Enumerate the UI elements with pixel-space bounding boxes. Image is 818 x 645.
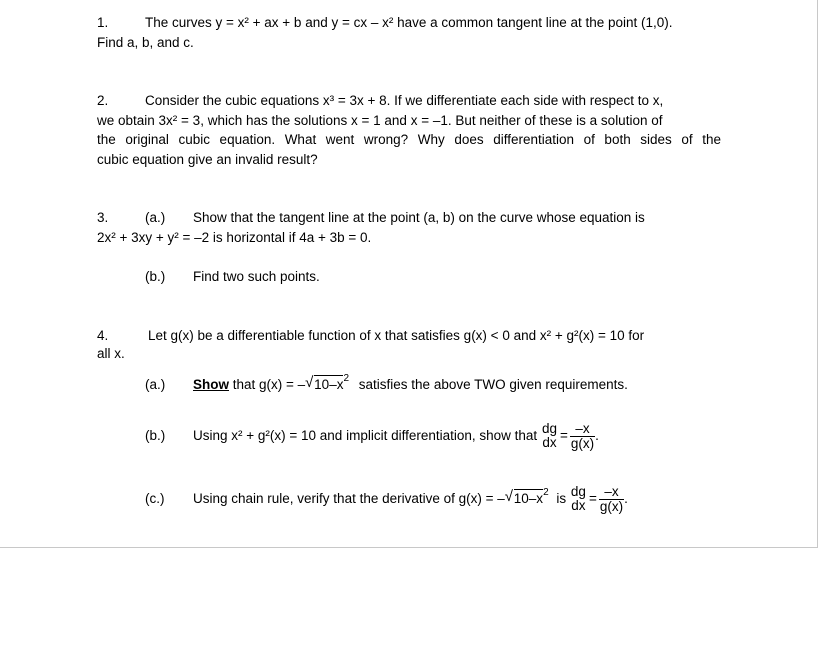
problem-3-b-text: Find two such points. [193,269,320,284]
problem-1-line-2: Find a, b, and c. [97,35,194,50]
problem-4-b-label: (b.) [145,428,166,443]
radical-sign-a: √ [305,374,314,391]
fraction-dg-dx-b [541,422,558,450]
problem-3-a-line-1: Show that the tangent line at the point (a, b) on the curve whose equation is [193,210,645,225]
fraction-minus-x-over-g-c [599,485,624,514]
fraction-numerator: –x [570,422,595,437]
problem-3-a-line-2: 2x² + 3xy + y² = –2 is horizontal if 4a + 3b = 0. [97,230,372,245]
problem-2-line-4: cubic equation give an invalid result? [97,152,318,167]
fraction-denominator: dx [571,498,586,514]
problem-4-b-text: Using x² + g²(x) = 10 and implicit differentiation, show that [193,428,538,443]
problem-4-c-label: (c.) [145,491,165,506]
fraction-denominator: g(x) [570,435,595,451]
fraction-numerator: dg [541,421,557,437]
equals-sign-b: = [559,428,568,444]
show-emphasis: Show [193,377,229,392]
is-word: is [556,491,567,506]
fraction-dg-dx-c [570,485,587,513]
problem-4-c-statement [193,480,628,518]
sqrt-expression-a [305,376,343,394]
problem-2-number: 2. [97,93,109,108]
problem-4-a-statement [193,373,628,394]
problem-4-b-statement [193,418,599,454]
radical-sign-c: √ [504,488,514,505]
problem-2-line-2: we obtain 3x² = 3, which has the solutions x = 1 and x = –1. But neither of these is a solution of [97,113,663,128]
fraction-denominator: g(x) [599,498,624,514]
exponent-c: 2 [543,487,549,498]
radicand-c: 10–x [513,491,544,506]
problem-3-b-label: (b.) [145,269,166,284]
period-b: . [595,428,599,443]
problem-2-line-1: Consider the cubic equations x³ = 3x + 8. If we differentiate each side with respect to x, [145,93,664,108]
equals-sign-c: = [588,491,597,507]
problem-3-a-label: (a.) [145,210,166,225]
problem-1-line-1: The curves y = x² + ax + b and y = cx – x² have a common tangent line at the point (1,0). [145,15,673,30]
fraction-numerator: –x [599,485,624,500]
fraction-numerator: dg [570,484,586,500]
problem-4-number: 4. [97,328,109,343]
radicand-a: 10–x [314,377,344,392]
period-c: . [624,491,628,506]
problem-4-a-post: satisfies the above TWO given requirements. [358,377,628,392]
fraction-denominator: dx [542,435,557,451]
problem-4-a-pre: that g(x) = – [229,377,306,392]
fraction-minus-x-over-g-b [570,422,595,451]
problem-1-number: 1. [97,15,109,30]
exponent-a: 2 [343,373,350,384]
problem-4-a-label: (a.) [145,377,166,392]
problem-3-number: 3. [97,210,109,225]
sqrt-expression-c [505,480,543,518]
problem-4-line-2: all x. [97,346,125,361]
problem-2-line-3: the original cubic equation. What went wrong? Why does differentiation of both sides of the [97,132,721,147]
problem-4-c-text: Using chain rule, verify that the derivative of g(x) = – [193,491,505,506]
problem-4-line-1: Let g(x) be a differentiable function of x that satisfies g(x) < 0 and x² + g²(x) = 10 for [148,328,645,343]
